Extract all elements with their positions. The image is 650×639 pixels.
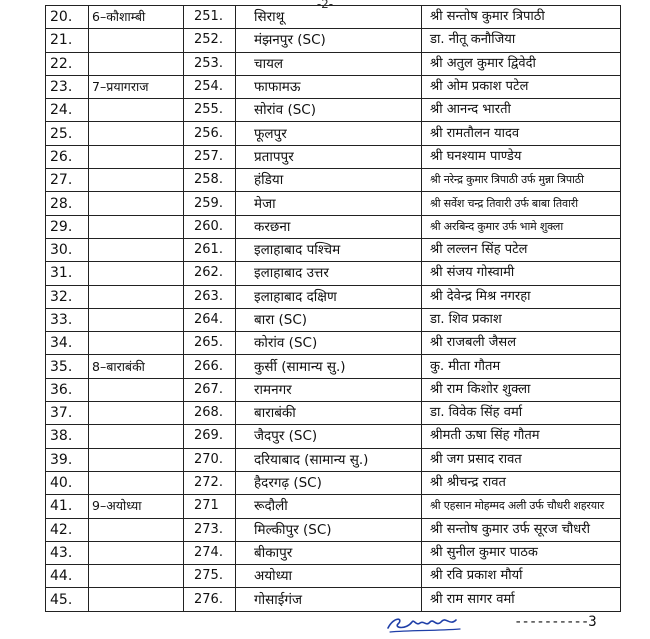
mla-name-cell: श्री ओम प्रकाश पटेल [422,75,621,98]
serial-number-cell: 45. [46,588,89,611]
mla-name-cell: श्री जग प्रसाद रावत [422,448,621,471]
serial-number-cell: 37. [46,402,89,425]
table-row [46,565,621,588]
table-row [46,471,621,494]
continue-marker: ----------3 [514,614,596,630]
serial-number-cell: 22. [46,52,89,75]
constituency-number-cell: 272. [184,471,236,494]
table-row [46,541,621,564]
table-row [46,75,621,98]
serial-number-cell: 25. [46,122,89,145]
mla-name-cell: श्री सन्तोष कुमार उर्फ सूरज चौधरी [422,518,621,541]
district-cell [89,238,184,261]
district-cell [89,262,184,285]
constituency-number-cell: 273. [184,518,236,541]
table-row [46,6,621,29]
table-row [46,99,621,122]
constituency-number-cell: 252. [184,29,236,52]
table-row [46,238,621,261]
constituency-name-cell: मंझनपुर (SC) [236,29,422,52]
constituency-name-cell: कुर्सी (सामान्य सु.) [236,355,422,378]
district-cell [89,308,184,331]
constituency-number-cell: 258. [184,169,236,192]
mla-name-cell: श्री राजबली जैसल [422,332,621,355]
serial-number-cell: 30. [46,238,89,261]
constituency-name-cell: इलाहाबाद पश्चिम [236,238,422,261]
table-row [46,308,621,331]
mla-name-cell: डा. विवेक सिंह वर्मा [422,402,621,425]
constituency-name-cell: रूदौली [236,495,422,518]
mla-name-cell: डा. शिव प्रकाश [422,308,621,331]
district-cell: 8–बाराबंकी [89,355,184,378]
serial-number-cell: 23. [46,75,89,98]
mla-name-cell: श्री अतुल कुमार द्विवेदी [422,52,621,75]
mla-name-cell: श्री सन्तोष कुमार त्रिपाठी [422,6,621,29]
constituency-number-cell: 253. [184,52,236,75]
constituency-name-cell: बाराबंकी [236,402,422,425]
district-cell [89,52,184,75]
page-marker: -2- [316,0,334,11]
constituency-number-cell: 266. [184,355,236,378]
district-cell [89,541,184,564]
district-cell [89,192,184,215]
table-row [46,145,621,168]
constituency-number-cell: 256. [184,122,236,145]
constituency-number-cell: 251. [184,6,236,29]
table-row [46,215,621,238]
serial-number-cell: 44. [46,565,89,588]
constituency-name-cell: बीकापुर [236,541,422,564]
constituency-number-cell: 267. [184,378,236,401]
constituency-name-cell: फाफामऊ [236,75,422,98]
constituency-name-cell: दरियाबाद (सामान्य सु.) [236,448,422,471]
district-cell [89,518,184,541]
serial-number-cell: 24. [46,99,89,122]
mla-name-cell: डा. नीतू कनौजिया [422,29,621,52]
mla-name-cell: श्री राम किशोर शुक्ला [422,378,621,401]
district-cell: 9–अयोध्या [89,495,184,518]
table-row [46,52,621,75]
mla-name-cell: श्री संजय गोस्वामी [422,262,621,285]
constituency-number-cell: 268. [184,402,236,425]
district-cell [89,29,184,52]
district-cell: 7–प्रयागराज [89,75,184,98]
district-cell [89,285,184,308]
serial-number-cell: 28. [46,192,89,215]
district-cell [89,122,184,145]
constituency-name-cell: मिल्कीपुर (SC) [236,518,422,541]
serial-number-cell: 38. [46,425,89,448]
constituency-name-cell: इलाहाबाद उत्तर [236,262,422,285]
district-cell [89,169,184,192]
signature [384,610,464,636]
serial-number-cell: 43. [46,541,89,564]
constituency-name-cell: सिराथू [236,6,422,29]
mla-name-cell: श्री रवि प्रकाश मौर्या [422,565,621,588]
district-cell [89,448,184,471]
constituency-number-cell: 261. [184,238,236,261]
constituency-number-cell: 265. [184,332,236,355]
mla-name-cell: श्री लल्लन सिंह पटेल [422,238,621,261]
district-cell [89,215,184,238]
district-cell [89,378,184,401]
table-body [46,6,621,612]
mla-name-cell: कु. मीता गौतम [422,355,621,378]
constituency-number-cell: 275. [184,565,236,588]
mla-name-cell: श्री श्रीचन्द्र रावत [422,471,621,494]
constituency-name-cell: सोरांव (SC) [236,99,422,122]
constituency-name-cell: गोसाईगंज [236,588,422,611]
district-cell [89,99,184,122]
serial-number-cell: 40. [46,471,89,494]
table-row [46,285,621,308]
table-row [46,378,621,401]
constituency-number-cell: 276. [184,588,236,611]
mla-table-container [45,5,620,612]
constituency-number-cell: 269. [184,425,236,448]
serial-number-cell: 21. [46,29,89,52]
table-row [46,425,621,448]
serial-number-cell: 26. [46,145,89,168]
constituency-number-cell: 260. [184,215,236,238]
serial-number-cell: 42. [46,518,89,541]
district-cell [89,402,184,425]
constituency-name-cell: हंडिया [236,169,422,192]
mla-name-cell: श्री रामतौलन यादव [422,122,621,145]
serial-number-cell: 39. [46,448,89,471]
mla-name-cell: श्रीमती ऊषा सिंह गौतम [422,425,621,448]
constituency-name-cell: फूलपुर [236,122,422,145]
constituency-number-cell: 271 [184,495,236,518]
serial-number-cell: 27. [46,169,89,192]
constituency-name-cell: कोरांव (SC) [236,332,422,355]
constituency-number-cell: 263. [184,285,236,308]
constituency-number-cell: 262. [184,262,236,285]
constituency-name-cell: हैदरगढ़ (SC) [236,471,422,494]
constituency-name-cell: रामनगर [236,378,422,401]
serial-number-cell: 41. [46,495,89,518]
constituency-name-cell: अयोध्या [236,565,422,588]
serial-number-cell: 31. [46,262,89,285]
mla-name-cell: श्री एहसान मोहम्मद अली उर्फ चौधरी शहरयार [422,495,621,518]
serial-number-cell: 29. [46,215,89,238]
constituency-name-cell: जैदपुर (SC) [236,425,422,448]
constituency-number-cell: 274. [184,541,236,564]
table-row [46,332,621,355]
mla-name-cell: श्री आनन्द भारती [422,99,621,122]
serial-number-cell: 32. [46,285,89,308]
mla-name-cell: श्री घनश्याम पाण्डेय [422,145,621,168]
mla-name-cell: श्री नरेन्द्र कुमार त्रिपाठी उर्फ मुन्ना त्रिपाठी [422,169,621,192]
constituency-name-cell: मेजा [236,192,422,215]
mla-name-cell: श्री सर्वेश चन्द्र तिवारी उर्फ बाबा तिवारी [422,192,621,215]
table-row [46,448,621,471]
page-footer [0,606,650,639]
table-row [46,355,621,378]
serial-number-cell: 36. [46,378,89,401]
constituency-number-cell: 259. [184,192,236,215]
table-row [46,122,621,145]
serial-number-cell: 34. [46,332,89,355]
serial-number-cell: 20. [46,6,89,29]
table-row [46,495,621,518]
constituency-number-cell: 264. [184,308,236,331]
district-cell [89,565,184,588]
constituency-name-cell: चायल [236,52,422,75]
mla-name-cell: श्री देवेन्द्र मिश्र नगरहा [422,285,621,308]
table-row [46,29,621,52]
constituency-name-cell: इलाहाबाद दक्षिण [236,285,422,308]
table-row [46,518,621,541]
district-cell [89,471,184,494]
constituency-name-cell: प्रतापपुर [236,145,422,168]
constituency-number-cell: 270. [184,448,236,471]
serial-number-cell: 35. [46,355,89,378]
district-cell [89,425,184,448]
table-row [46,402,621,425]
mla-name-cell: श्री राम सागर वर्मा [422,588,621,611]
constituency-name-cell: करछना [236,215,422,238]
district-cell [89,332,184,355]
constituency-number-cell: 254. [184,75,236,98]
serial-number-cell: 33. [46,308,89,331]
mla-table [45,5,621,612]
table-row [46,262,621,285]
district-cell [89,145,184,168]
constituency-number-cell: 255. [184,99,236,122]
mla-name-cell: श्री अरबिन्द कुमार उर्फ भामे शुक्ला [422,215,621,238]
constituency-name-cell: बारा (SC) [236,308,422,331]
mla-name-cell: श्री सुनील कुमार पाठक [422,541,621,564]
constituency-number-cell: 257. [184,145,236,168]
table-row [46,169,621,192]
district-cell: 6–कौशाम्बी [89,6,184,29]
table-row [46,192,621,215]
